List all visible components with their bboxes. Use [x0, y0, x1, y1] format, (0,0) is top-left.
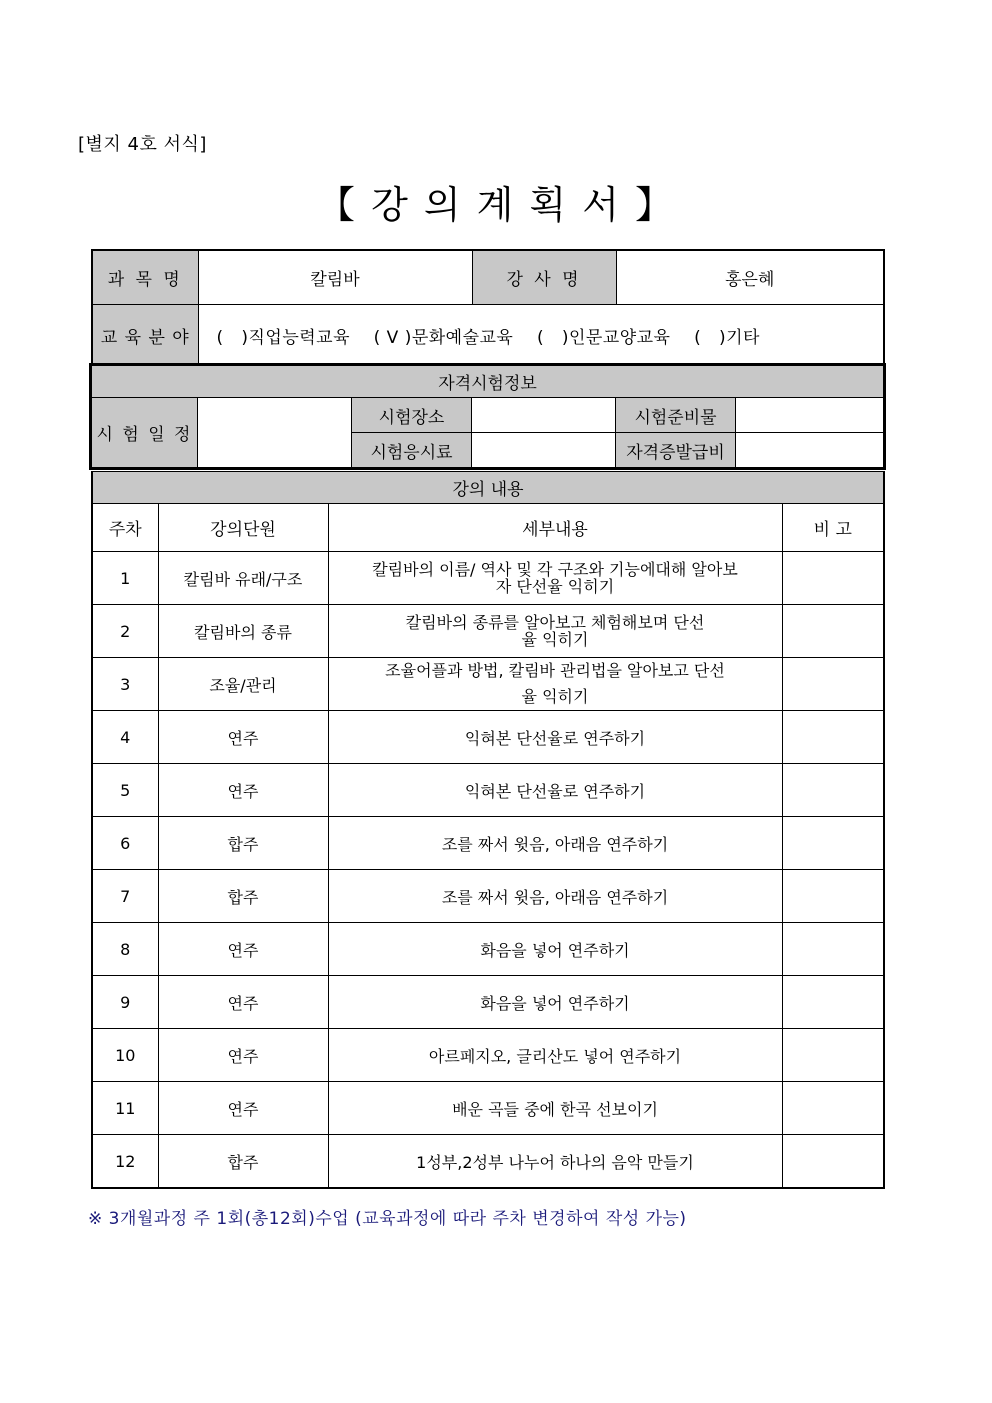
detail-cell[interactable]: 조를 짜서 윗음, 아래음 연주하기: [328, 817, 782, 870]
unit-cell[interactable]: 연주: [158, 1082, 328, 1135]
lecture-section-title: 강의 내용: [92, 472, 884, 504]
note-cell[interactable]: [782, 711, 884, 764]
table-row: [92, 658, 884, 711]
exam-fee-value[interactable]: [472, 433, 616, 468]
unit-cell[interactable]: 연주: [158, 764, 328, 817]
unit-cell[interactable]: 연주: [158, 976, 328, 1029]
table-row: [92, 923, 884, 976]
note-cell[interactable]: [782, 870, 884, 923]
exam-schedule-label: 시 험 일 정: [92, 398, 198, 468]
detail-cell[interactable]: 칼림바의 종류를 알아보고 체험해보며 단선율 익히기: [328, 605, 782, 658]
exam-place-label: 시험장소: [352, 398, 472, 433]
unit-header: 강의단원: [158, 504, 328, 552]
week-cell: 3: [92, 658, 158, 711]
table-row: [92, 552, 884, 605]
unit-cell[interactable]: 조율/관리: [158, 658, 328, 711]
cert-fee-value[interactable]: [736, 433, 884, 468]
detail-cell[interactable]: 배운 곡들 중에 한곡 선보이기: [328, 1082, 782, 1135]
detail-cell[interactable]: 익혀본 단선율로 연주하기: [328, 764, 782, 817]
week-header: 주차: [92, 504, 158, 552]
table-row: [92, 764, 884, 817]
note-header: 비 고: [782, 504, 884, 552]
unit-cell[interactable]: 칼림바 유래/구조: [158, 552, 328, 605]
week-cell: 1: [92, 552, 158, 605]
note-cell[interactable]: [782, 552, 884, 605]
table-row: [92, 1082, 884, 1135]
cert-fee-label: 자격증발급비: [616, 433, 736, 468]
note-cell[interactable]: [782, 1082, 884, 1135]
unit-cell[interactable]: 연주: [158, 1029, 328, 1082]
week-cell: 9: [92, 976, 158, 1029]
detail-cell[interactable]: 화음을 넣어 연주하기: [328, 976, 782, 1029]
category-options[interactable]: ( )직업능력교육 ( V )문화예술교육 ( )인문교양교육 ( )기타: [198, 305, 884, 366]
note-cell[interactable]: [782, 764, 884, 817]
table-row: [92, 605, 884, 658]
week-cell: 2: [92, 605, 158, 658]
week-cell: 12: [92, 1135, 158, 1189]
unit-cell[interactable]: 연주: [158, 711, 328, 764]
unit-cell[interactable]: 합주: [158, 870, 328, 923]
subject-value[interactable]: 칼림바: [198, 250, 472, 305]
table-row: [92, 870, 884, 923]
exam-info-table: [91, 365, 884, 468]
table-row: [92, 711, 884, 764]
note-cell[interactable]: [782, 1029, 884, 1082]
instructor-label: 강 사 명: [472, 250, 616, 305]
exam-section-title: 자격시험정보: [92, 366, 884, 398]
footnote: ※ 3개월과정 주 1회(총12회)수업 (교육과정에 따라 주차 변경하여 작성 가능): [88, 1209, 687, 1229]
note-cell[interactable]: [782, 1135, 884, 1189]
exam-place-value[interactable]: [472, 398, 616, 433]
category-label: 교 육 분 야: [92, 305, 198, 366]
document-title: 【 강 의 계 획 서 】: [316, 183, 675, 227]
note-cell[interactable]: [782, 923, 884, 976]
week-cell: 10: [92, 1029, 158, 1082]
exam-schedule-value[interactable]: [198, 398, 352, 468]
detail-cell[interactable]: 화음을 넣어 연주하기: [328, 923, 782, 976]
note-cell[interactable]: [782, 817, 884, 870]
instructor-value[interactable]: 홍은혜: [616, 250, 884, 305]
form-label: [별지 4호 서식]: [78, 134, 207, 155]
note-cell[interactable]: [782, 658, 884, 711]
course-info-table: [91, 249, 885, 366]
detail-cell[interactable]: 칼림바의 이름/ 역사 및 각 구조와 기능에대해 알아보자 단선율 익히기: [328, 552, 782, 605]
exam-materials-value[interactable]: [736, 398, 884, 433]
unit-cell[interactable]: 연주: [158, 923, 328, 976]
week-cell: 8: [92, 923, 158, 976]
table-row: [92, 1135, 884, 1189]
week-cell: 11: [92, 1082, 158, 1135]
detail-cell[interactable]: 아르페지오, 글리산도 넣어 연주하기: [328, 1029, 782, 1082]
detail-cell[interactable]: 조를 짜서 윗음, 아래음 연주하기: [328, 870, 782, 923]
note-cell[interactable]: [782, 976, 884, 1029]
week-cell: 7: [92, 870, 158, 923]
week-cell: 6: [92, 817, 158, 870]
table-row: [92, 817, 884, 870]
exam-fee-label: 시험응시료: [352, 433, 472, 468]
subject-label: 과 목 명: [92, 250, 198, 305]
detail-cell[interactable]: 1성부,2성부 나누어 하나의 음악 만들기: [328, 1135, 782, 1189]
lecture-content-table: [91, 471, 885, 1189]
unit-cell[interactable]: 합주: [158, 1135, 328, 1189]
week-cell: 5: [92, 764, 158, 817]
detail-cell[interactable]: 조율어플과 방법, 칼림바 관리법을 알아보고 단선율 익히기: [328, 658, 782, 711]
exam-materials-label: 시험준비물: [616, 398, 736, 433]
note-cell[interactable]: [782, 605, 884, 658]
table-row: [92, 1029, 884, 1082]
unit-cell[interactable]: 칼림바의 종류: [158, 605, 328, 658]
detail-header: 세부내용: [328, 504, 782, 552]
table-row: [92, 976, 884, 1029]
detail-cell[interactable]: 익혀본 단선율로 연주하기: [328, 711, 782, 764]
week-cell: 4: [92, 711, 158, 764]
unit-cell[interactable]: 합주: [158, 817, 328, 870]
